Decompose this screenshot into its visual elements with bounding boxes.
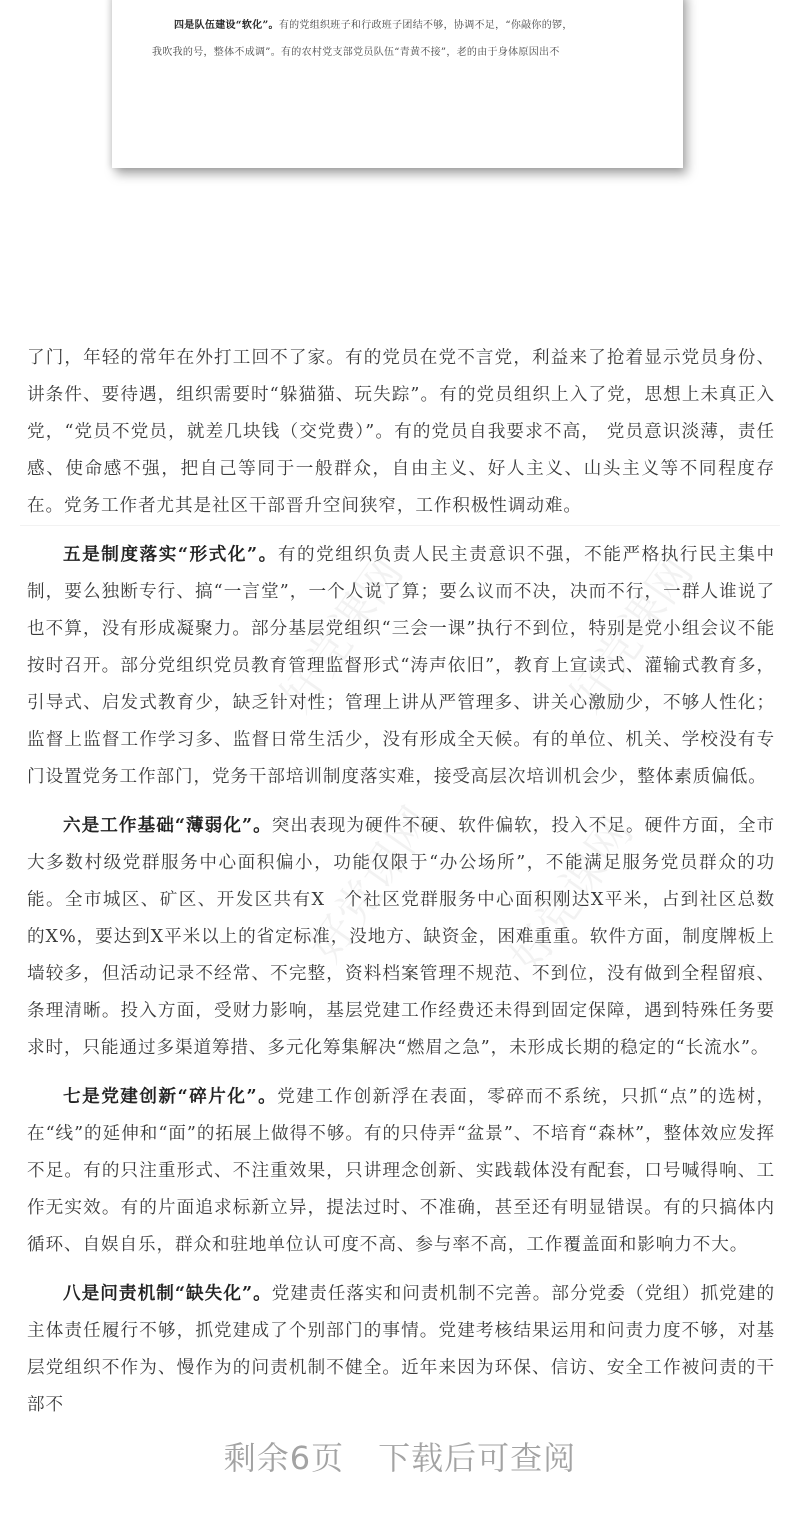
download-to-read-more[interactable] [0, 1433, 800, 1479]
paragraph-heading: 五是制度落实“形式化”。 [63, 544, 278, 565]
paragraph-eight [27, 1275, 775, 1424]
watermark: 好党课网 [300, 797, 444, 972]
paragraph-seven [27, 1078, 775, 1264]
document-body [27, 340, 775, 1435]
watermark: 好党课网 [500, 807, 644, 982]
preview-line-1 [152, 16, 643, 31]
preview-line-2: 我吹我的号，整体不成调”。有的农村党支部党员队伍“青黄不接”，老的由于身体原因出不 [152, 47, 560, 58]
download-hint-label: 下载后可查阅 [378, 1439, 577, 1477]
remaining-pages-label: 剩余6页 [223, 1439, 345, 1477]
paragraph-text: 了门，年轻的常年在外打工回不了家。有的党员在党不言党，利益来了抢着显示党员身份、讲条件、要待遇，组织需要时“躲猫猫、玩失踪”。有的党员组织上入了党，思想上未真正入党，“党员不党员，就差几块钱（交党费）”。有的党员自我要求不高， 党员意识淡薄，责任感、使命感不强，把自己等同于一般群众，自由主义、好人主义、山头主义等不同程度存在。党务工作者尤其是社区干部晋升空间狭窄，工作积极性调动难。 [27, 348, 775, 516]
paragraph-text: 党建责任落实和问责机制不完善。部分党委（党组）抓党建的主体责任履行不够，抓党建成了个别部门的事情。党建考核结果运用和问责力度不够，对基层党组织不作为、慢作为的问责机制不健全。近年来因为环保、信访、安全工作被问责的干部不 [27, 1284, 775, 1415]
paragraph-text: 突出表现为硬件不硬、软件偏软，投入不足。硬件方面，全市大多数村级党群服务中心面积偏小，功能仅限于“办公场所”，不能满足服务党员群众的功能。全市城区、矿区、开发区共有X 个社区党群服务中心面积刚达X平米，占到社区总数的X%，要达到X平米以上的省定标准，没地方、缺资金，困难重重。软件方面，制度牌板上墙较多，但活动记录不经常、不完整，资料档案管理不规范、不到位，没有做到全程留痕、条理清晰。投入方面，受财力影响，基层党建工作经费还未得到固定保障，遇到特殊任务要求时，只能通过多渠道筹措、多元化筹集解决“燃眉之急”，未形成长期的稳定的“长流水”。 [27, 816, 775, 1058]
watermark: 好党课网 [270, 547, 414, 722]
paragraph-text: 党建工作创新浮在表面，零碎而不系统，只抓“点”的选树，在“线”的延伸和“面”的拓展上做得不够。有的只侍弄“盆景”、不培育“森林”，整体效应发挥不足。有的只注重形式、不注重效果，只讲理念创新、实践载体没有配套，口号喊得响、工作无实效。有的片面追求标新立异，提法过时、不准确，甚至还有明显错误。有的只搞体内循环、自娱自乐，群众和驻地单位认可度不高、参与率不高，工作覆盖面和影响力不大。 [27, 1087, 775, 1255]
paragraph-heading: 七是党建创新“碎片化”。 [63, 1086, 278, 1107]
paragraph-heading: 六是工作基础“薄弱化”。 [63, 815, 272, 836]
watermark: 好党课网 [560, 547, 704, 722]
paragraph-six [27, 807, 775, 1067]
previous-page-preview [112, 0, 683, 168]
preview-heading: 四是队伍建设“软化”。 [174, 20, 279, 31]
paragraph-text: 有的党组织负责人民主责意识不强，不能严格执行民主集中制，要么独断专行、搞“一言堂”，一个人说了算；要么议而不决，决而不行，一群人谁说了也不算，没有形成凝聚力。部分基层党组织“三会一课”执行不到位，特别是党小组会议不能按时召开。部分党组织党员教育管理监督形式“涛声依旧”，教育上宣读式、灌输式教育多，引导式、启发式教育少，缺乏针对性；管理上讲从严管理多、讲关心激励少，不够人性化；监督上监督工作学习多、监督日常生活少，没有形成全天候。有的单位、机关、学校没有专门设置党务工作部门，党务干部培训制度落实难，接受高层次培训机会少，整体素质偏低。 [27, 545, 776, 787]
paragraph-five [27, 536, 775, 796]
preview-text: 有的党组织班子和行政班子团结不够，协调不足，“你敲你的锣， [278, 20, 573, 31]
paragraph-heading: 八是问责机制“缺失化”。 [63, 1283, 272, 1304]
paragraph-continued [27, 340, 775, 525]
